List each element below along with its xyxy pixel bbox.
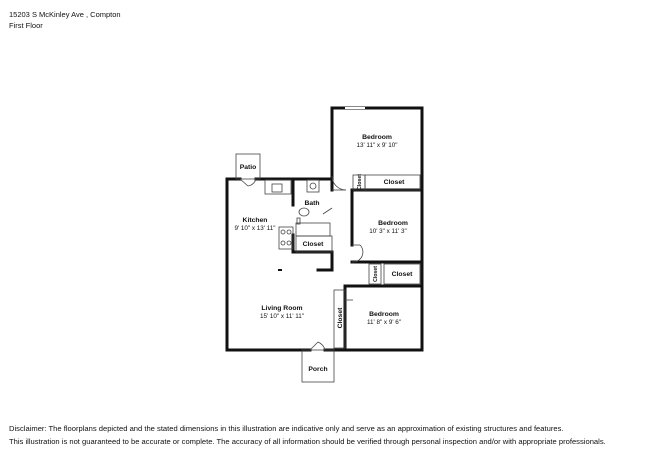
bedroom-3-dims: 11' 8" x 9' 6" <box>366 319 402 326</box>
disclaimer-line-2: This illustration is not guaranteed to be accurate or complete. The accuracy of all information should be verified through personal inspection and/or with appropriate professionals. <box>9 437 606 446</box>
bedroom-2-name: Bedroom <box>378 220 408 227</box>
bedroom-2-closet: Closet <box>391 271 413 278</box>
floor-label: First Floor <box>9 21 43 30</box>
living-room-name: Living Room <box>261 305 303 312</box>
bedroom-1-dims: 13' 11" x 9' 10" <box>356 142 398 149</box>
porch-name: Porch <box>308 366 328 373</box>
hall-closet-small: Closet <box>357 174 363 190</box>
disclaimer-line-1: Disclaimer: The floorplans depicted and the stated dimensions in this illustration are indicative only and serve as an approximation of existing structures and features. <box>9 424 564 433</box>
bedroom-2-closet-small: Closet <box>373 266 379 282</box>
property-address: 15203 S McKinley Ave , Compton <box>9 10 121 19</box>
kitchen-closet: Closet <box>302 241 324 248</box>
bedroom-1-closet: Closet <box>383 179 405 186</box>
bedroom-3-name: Bedroom <box>369 311 399 318</box>
bedroom-1-name: Bedroom <box>362 134 392 141</box>
patio-name: Patio <box>239 164 257 171</box>
bath-name: Bath <box>304 200 320 207</box>
living-room-dims: 15' 10" x 11' 11" <box>259 313 305 320</box>
thin-walls <box>236 108 420 382</box>
bedroom-2-dims: 10' 3" x 11' 3" <box>369 228 407 235</box>
kitchen-name: Kitchen <box>242 217 268 224</box>
bedroom-3-closet: Closet <box>337 307 344 329</box>
kitchen-dims: 9' 10" x 13' 11" <box>234 225 276 232</box>
